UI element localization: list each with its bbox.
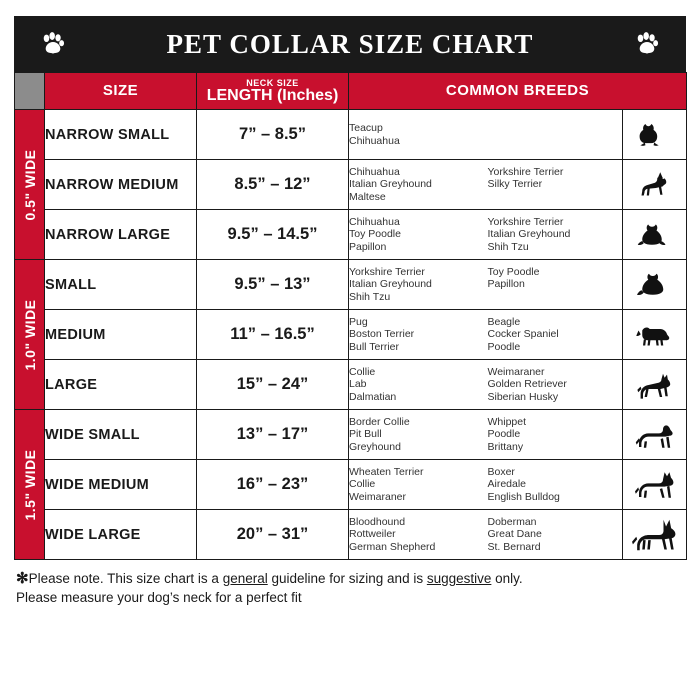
cell-breeds [349, 410, 623, 460]
group-label-narrow: 0.5" WIDE [15, 110, 45, 260]
breed-column-left [349, 516, 484, 554]
cell-size: MEDIUM [45, 310, 197, 360]
cell-length: 15” – 24” [197, 360, 349, 410]
breed-column-right [488, 166, 623, 204]
breed-column-right [488, 416, 623, 454]
dog-silhouette-icon [623, 410, 687, 460]
cell-size: LARGE [45, 360, 197, 410]
table-row [15, 510, 687, 560]
cell-breeds [349, 110, 623, 160]
breed-name: Border Collie [349, 415, 410, 428]
cell-length: 13” – 17” [197, 410, 349, 460]
cell-length: 11” – 16.5” [197, 310, 349, 360]
breed-column-right [488, 266, 623, 304]
table-row [15, 410, 687, 460]
chart-header [14, 16, 686, 72]
paw-icon [40, 31, 66, 57]
asterisk-icon: ✻ [16, 570, 29, 587]
cell-breeds [349, 260, 623, 310]
breed-name: Rottweiler [349, 528, 396, 541]
cell-length: 9.5” – 13” [197, 260, 349, 310]
breed-name: Bull Terrier [349, 340, 399, 353]
breed-name: German Shepherd [349, 540, 436, 553]
breed-name: Cocker Spaniel [487, 328, 559, 341]
breed-name: Silky Terrier [487, 178, 543, 191]
dog-silhouette-icon [623, 260, 687, 310]
breed-name: Pug [349, 315, 368, 328]
breed-name: Doberman [487, 515, 537, 528]
breed-column-left [349, 122, 484, 147]
breed-name: Italian Greyhound [349, 178, 432, 191]
cell-length: 8.5” – 12” [197, 160, 349, 210]
breed-name: English Bulldog [487, 490, 560, 503]
header-common-breeds: COMMON BREEDS [349, 73, 687, 110]
breed-name: Papillon [349, 240, 387, 253]
breed-column-right [488, 122, 623, 147]
cell-breeds [349, 510, 623, 560]
breed-name: Golden Retriever [487, 378, 567, 391]
dog-silhouette-icon [623, 510, 687, 560]
cell-size: NARROW SMALL [45, 110, 197, 160]
header-size: SIZE [45, 73, 197, 110]
breed-name: Collie [349, 478, 376, 491]
breed-name: Great Dane [487, 528, 542, 541]
breed-name: Yorkshire Terrier [349, 265, 425, 278]
footnote-text-c: only. [491, 571, 523, 586]
breed-name: Toy Poodle [487, 265, 540, 278]
breed-name: Bloodhound [349, 515, 406, 528]
breed-name: Brittany [487, 440, 524, 453]
footnote-line-2: Please measure your dog’s neck for a perfect fit [16, 590, 302, 605]
breed-name: Airedale [487, 478, 527, 491]
footnote-text-a: Please note. This size chart is a [28, 571, 223, 586]
breed-name: Maltese [349, 190, 386, 203]
breed-name: Weimaraner [349, 490, 406, 503]
breed-name: Boxer [487, 465, 515, 478]
breed-name: Siberian Husky [487, 390, 559, 403]
table-row [15, 210, 687, 260]
cell-length: 7” – 8.5” [197, 110, 349, 160]
breed-column-left [349, 216, 484, 254]
breed-name: Italian Greyhound [487, 228, 571, 241]
breed-column-left [349, 316, 484, 354]
breed-column-left [349, 366, 484, 404]
cell-breeds [349, 210, 623, 260]
breed-name: Papillon [487, 278, 525, 291]
table-row [15, 310, 687, 360]
breed-name: Toy Poodle [349, 228, 401, 241]
cell-size: NARROW MEDIUM [45, 160, 197, 210]
table-row [15, 460, 687, 510]
breed-name: Poodle [487, 428, 521, 441]
size-chart-table [14, 72, 687, 560]
cell-breeds [349, 460, 623, 510]
cell-breeds [349, 360, 623, 410]
dog-silhouette-icon [623, 360, 687, 410]
breed-name: Boston Terrier [349, 328, 415, 341]
cell-size: SMALL [45, 260, 197, 310]
breed-name: Whippet [487, 415, 527, 428]
group-label-standard: 1.0" WIDE [15, 260, 45, 410]
breed-name: Yorkshire Terrier [487, 165, 564, 178]
dog-silhouette-icon [623, 110, 687, 160]
breed-name: Dalmatian [349, 390, 397, 403]
cell-length: 20” – 31” [197, 510, 349, 560]
cell-size: WIDE LARGE [45, 510, 197, 560]
breed-column-left [349, 266, 484, 304]
breed-name: Lab [349, 378, 367, 391]
breed-name: Greyhound [349, 440, 401, 453]
cell-length: 16” – 23” [197, 460, 349, 510]
table-row [15, 360, 687, 410]
breed-column-right [488, 466, 623, 504]
breed-name: Teacup [349, 122, 383, 134]
breed-column-left [349, 166, 484, 204]
cell-breeds [349, 160, 623, 210]
breed-name: Chihuahua [349, 134, 400, 147]
cell-size: WIDE MEDIUM [45, 460, 197, 510]
breed-name: Shih Tzu [487, 240, 529, 253]
header-corner [15, 73, 45, 110]
table-header-row [15, 73, 687, 110]
dog-silhouette-icon [623, 160, 687, 210]
cell-size: NARROW LARGE [45, 210, 197, 260]
footnote-line-1 [16, 569, 686, 588]
breed-name: Pit Bull [349, 428, 382, 441]
page-title: PET COLLAR SIZE CHART [166, 28, 534, 59]
footnote-text-b: guideline for sizing and is [267, 571, 427, 586]
breed-column-left [349, 466, 484, 504]
breed-column-left [349, 416, 484, 454]
table-row [15, 110, 687, 160]
paw-icon [634, 31, 660, 57]
breed-column-right [488, 366, 623, 404]
breed-name: Chihuahua [349, 215, 400, 228]
dog-silhouette-icon [623, 460, 687, 510]
table-row [15, 260, 687, 310]
footnote [14, 569, 686, 607]
breed-name: Beagle [487, 315, 521, 328]
breed-column-right [488, 216, 623, 254]
table-row [15, 160, 687, 210]
cell-length: 9.5” – 14.5” [197, 210, 349, 260]
breed-name: St. Bernard [487, 540, 541, 553]
breed-name: Chihuahua [349, 165, 400, 178]
header-neck-length: NECK SIZE LENGTH (Inches) [197, 73, 349, 110]
footnote-emph-general: general [222, 571, 268, 586]
breed-name: Italian Greyhound [349, 278, 432, 291]
cell-size: WIDE SMALL [45, 410, 197, 460]
cell-breeds [349, 310, 623, 360]
breed-name: Yorkshire Terrier [487, 215, 564, 228]
footnote-emph-suggestive: suggestive [426, 571, 492, 586]
breed-column-right [488, 316, 623, 354]
group-label-wide: 1.5" WIDE [15, 410, 45, 560]
breed-name: Weimaraner [487, 365, 545, 378]
breed-name: Collie [349, 365, 376, 378]
breed-column-right [488, 516, 623, 554]
dog-silhouette-icon [623, 310, 687, 360]
dog-silhouette-icon [623, 210, 687, 260]
breed-name: Poodle [487, 340, 521, 353]
breed-name: Wheaten Terrier [349, 465, 424, 478]
breed-name: Shih Tzu [349, 290, 391, 303]
